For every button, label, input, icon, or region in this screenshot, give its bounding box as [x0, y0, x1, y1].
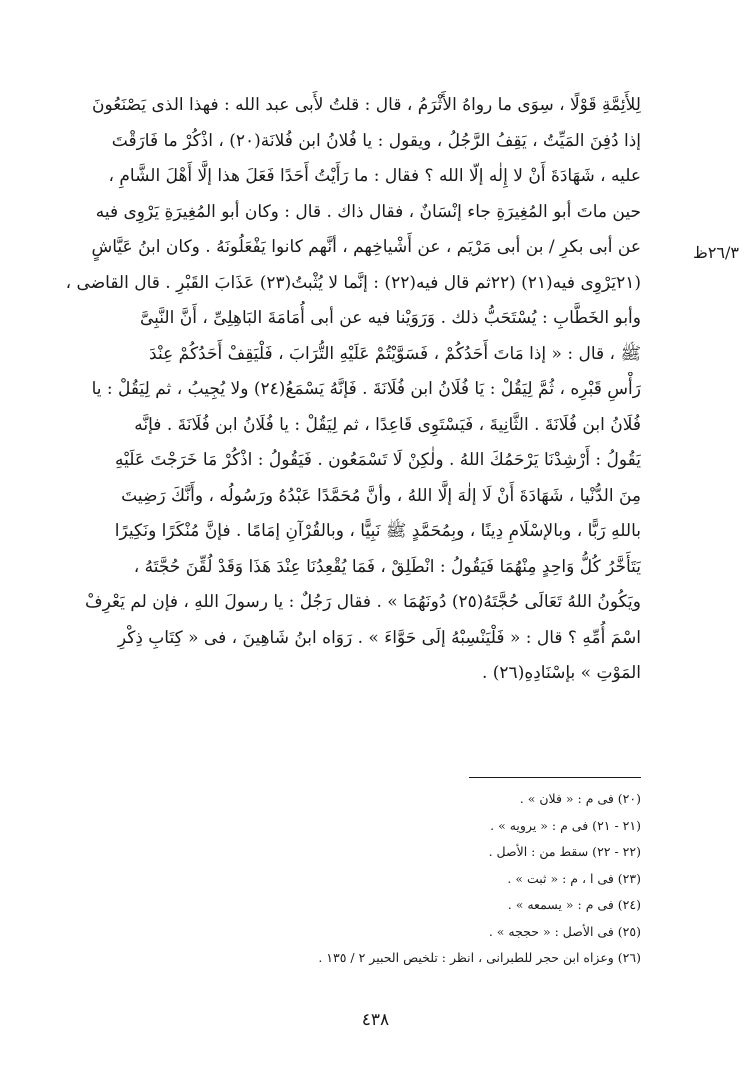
text-line: باللهِ رَبًّا ، وبالإسْلَامِ دِينًا ، وبِمُحَمَّدٍ ﷺ نَبِيًّا ، وبالقُرْآنِ إمَامًا . فإنَّ مُنْكَرًا ونَكِيرًا: [114, 521, 641, 541]
footnote: (٢١ - ٢١) فى م : « يرويه » .: [490, 817, 641, 833]
text-line: عن أبى بكرِ / بن أبى مَرْيَم ، عن أَشْياخِهم ، أنَّهم كانوا يَفْعَلُونَهُ . وكان ابنُ عَيَّاشٍ: [91, 237, 641, 257]
text-line: مِنَ الدُّنْيا ، شَهَادَةَ أَنْ لَا إلٰهَ إلَّا اللهُ ، وأنَّ مُحَمَّدًا عَبْدُهُ ورَسُولُه ، وأَنَّكَ رَضِيتَ: [121, 485, 641, 506]
text-line: يَقُولُ : أَرْشِدْنَا يَرْحَمُكَ اللهُ . ولٰكِنْ لَا تَسْمَعُون . فَيَقُولُ : اذْكُرْ مَا خَرَجْتَ عَلَيْهِ: [115, 450, 641, 470]
text-line: يَتَأَخَّرُ كُلُّ وَاحِدٍ مِنْهُمَا فَيَقُولُ : انْطَلِقْ ، فَمَا يُقْعِدُنَا عِنْدَ هَذَا وَقَدْ لُقِّنَ حُجَّتَهُ ،: [133, 556, 641, 577]
margin-folio-note: ٢٦/٣ظ: [693, 243, 739, 262]
footnote-separator: [469, 777, 641, 778]
text-line: لِلأَئِمَّةِ قَوْلًا ، سِوَى ما رواهُ الأَثْرَمُ ، قال : قلتُ لأَبى عبد الله : فهذا الذى يَصْنَعُونَ: [92, 95, 641, 115]
footnote: (٢٢ - ٢٢) سقط من : الأصل .: [488, 844, 641, 859]
text-line: عليه ، شَهَادَةَ أَنْ لا إِلٰه إلّا الله ؟ فقال : ما رَأَيْتُ أَحَدًا فَعَلَ هذا إلَّا أَهْلَ الشَّامِ ،: [108, 166, 641, 186]
text-line: ويَكُونُ اللهُ تَعَالَى حُجَّتَهُ(٢٥) دُونَهُمَا » . فقال رَجُلٌ : يا رسولَ اللهِ ، فإن لم يَعْرِفْ: [84, 592, 641, 612]
text-line: اسْمَ أُمِّهِ ؟ قال : « فَلْيَنْسِبْهُ إلَى حَوَّاءَ » . رَوَاه ابنُ شَاهِينَ ، فى « كِتَابِ ذِكْرِ: [117, 627, 641, 648]
footnote: (٢٦) وعزاه ابن حجر للطبرانى ، انظر : تلخيص الحبير ٢ / ١٣٥ .: [318, 950, 641, 965]
footnote: (٢٣) فى ا ، م : « ثبت » .: [507, 870, 641, 886]
footnote: (٢٤) فى م : « يسمعه » .: [507, 897, 641, 912]
text-line: إذا دُفِنَ المَيِّتُ ، يَقِفُ الرَّجُلُ ، ويقول : يا فُلانُ ابن فُلانَة(٢٠) ، اذْكُرْ ما فَارَقْتَ: [111, 130, 641, 151]
text-line: وأبو الخَطَّابِ : يُسْتَحَبُّ ذلك . وَرَوَيْنا فيه عن أبى أُمَامَةَ البَاهِلِىِّ ، أَنَّ النَّبِىَّ: [140, 308, 641, 328]
footnotes-block: [56, 786, 641, 972]
text-line: (٢١يَرْوِى فيه(٢١) (٢٢ثم قال فيه(٢٢) : إنَّما لا يُثْبتُ(٢٣) عَذَابَ القَبْرِ . قال القاضى ،: [65, 272, 641, 293]
text-line: حين ماتَ أبو المُغِيرَةِ جاء إنْسَانٌ ، فقال ذاك . قال : وكان أبو المُغِيرَةِ يَرْوِى فيه: [95, 201, 641, 222]
text-line: المَوْتِ » بإسْنَادِهِ(٢٦) .: [481, 663, 641, 683]
footnote: (٢٥) فى الأصل : « حججه » .: [488, 923, 641, 939]
text-line: فُلَانُ ابن فُلَانَةَ . الثَّانِيةَ ، فَيَسْتَوِى قَاعِدًا ، ثم لِيَقُلْ : يا فُلَانُ ابن فُلَانَةَ . فإنَّه: [134, 414, 641, 435]
text-line: رَأْسِ قَبْرِه ، ثُمَّ لِيَقُلْ : يَا فُلَانُ ابن فُلَانَةَ . فَإنَّهُ يَسْمَعُ(٢٤) ولا يُجِيبُ ، ثم لِيَقُلْ : يا: [91, 379, 641, 399]
text-line: ﷺ ، قال : « إذا مَاتَ أَحَدُكُمْ ، فَسَوَّيْتُمْ عَلَيْهِ التُّرَابَ ، فَلْيَقِفْ أَحَدُكُمْ عِنْدَ: [149, 343, 641, 364]
footnote: (٢٠) فى م : « فلان » .: [519, 791, 641, 806]
page-number: ٤٣٨: [361, 1010, 390, 1030]
main-text-block: [56, 88, 641, 692]
